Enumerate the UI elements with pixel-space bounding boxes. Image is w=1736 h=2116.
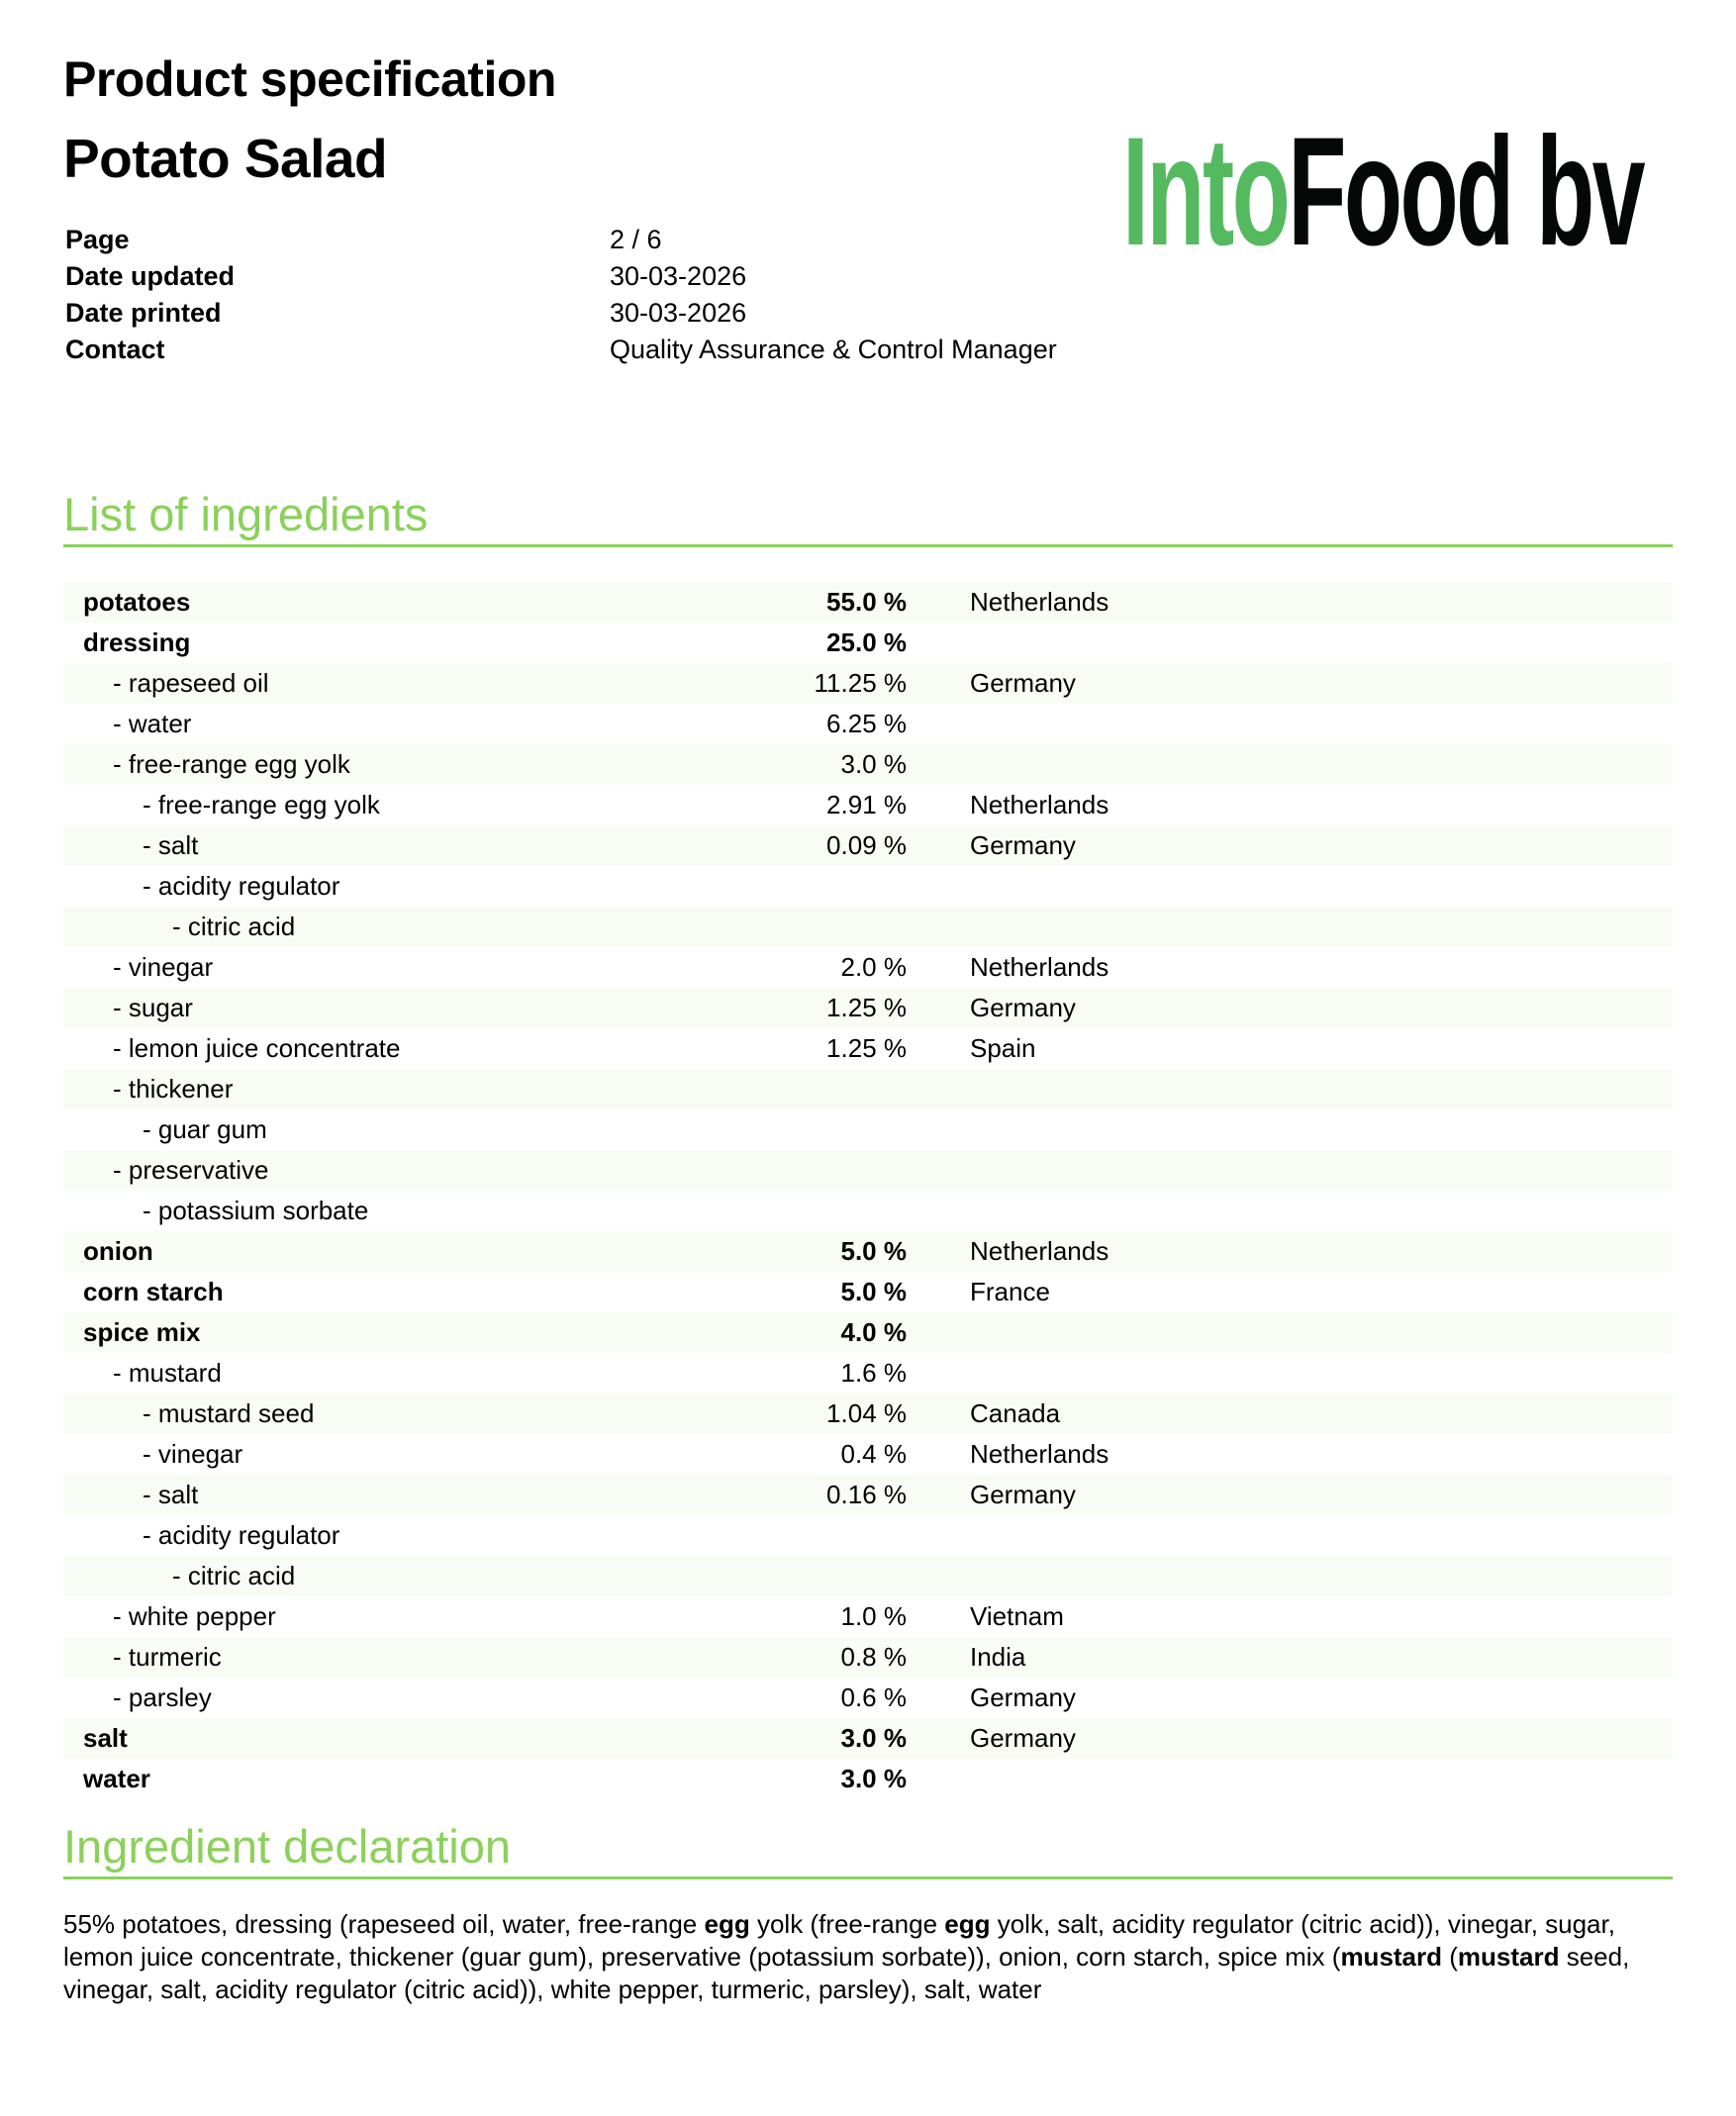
meta-table [65, 222, 1154, 368]
ingredient-name: - preservative [113, 1155, 269, 1185]
ingredient-percentage: 2.0 % [840, 952, 907, 982]
ingredient-row [63, 785, 1673, 825]
ingredient-row [63, 866, 1673, 907]
ingredient-row [63, 704, 1673, 744]
date-updated: 30-03-2026 [610, 261, 747, 291]
ingredient-name: - parsley [113, 1683, 212, 1712]
ingredient-name: dressing [83, 627, 191, 657]
ingredient-percentage: 1.04 % [826, 1398, 907, 1428]
ingredient-name: water [83, 1764, 150, 1793]
ingredient-row [63, 582, 1673, 623]
ingredient-name: spice mix [83, 1317, 201, 1347]
meta-label: Page [65, 225, 130, 254]
ingredient-origin: Germany [970, 1723, 1076, 1753]
ingredient-row [63, 623, 1673, 663]
ingredient-row [63, 1312, 1673, 1353]
ingredient-name: - guar gum [143, 1114, 267, 1144]
ingredient-row [63, 1150, 1673, 1191]
ingredient-origin: Netherlands [970, 790, 1109, 819]
meta-row-date-updated [65, 258, 1154, 295]
ingredient-row [63, 1069, 1673, 1109]
allergen-highlight: mustard [1457, 1942, 1560, 1972]
ingredient-percentage: 3.0 % [840, 749, 907, 779]
ingredient-row [63, 744, 1673, 785]
ingredient-name: salt [83, 1723, 128, 1753]
ingredient-origin: France [970, 1277, 1050, 1306]
ingredient-row [63, 1272, 1673, 1312]
ingredient-row [63, 988, 1673, 1028]
ingredient-row [63, 1637, 1673, 1678]
meta-label: Contact [65, 335, 165, 364]
ingredient-row [63, 1515, 1673, 1556]
ingredient-row [63, 663, 1673, 704]
ingredient-percentage: 1.0 % [840, 1601, 907, 1631]
ingredient-name: - acidity regulator [143, 1520, 340, 1550]
date-printed: 30-03-2026 [610, 298, 747, 328]
ingredient-row [63, 1231, 1673, 1272]
ingredient-percentage: 4.0 % [840, 1317, 907, 1347]
ingredient-name: - water [113, 709, 192, 738]
meta-row-page [65, 222, 1154, 258]
ingredient-name: - mustard [113, 1358, 222, 1388]
ingredient-name: onion [83, 1236, 153, 1266]
ingredient-row [63, 1028, 1673, 1069]
ingredient-name: - rapeseed oil [113, 668, 269, 698]
product-name: Potato Salad [63, 128, 388, 189]
ingredient-percentage: 5.0 % [840, 1236, 907, 1266]
logo-food: Food bv [1288, 106, 1644, 278]
ingredient-percentage: 1.25 % [826, 1033, 907, 1063]
ingredient-row [63, 1596, 1673, 1637]
ingredient-percentage: 6.25 % [826, 709, 907, 738]
ingredient-name: - salt [143, 830, 199, 860]
ingredient-row [63, 947, 1673, 988]
ingredient-name: - vinegar [113, 952, 214, 982]
ingredient-name: - thickener [113, 1074, 234, 1104]
ingredient-row [63, 907, 1673, 947]
ingredient-name: - free-range egg yolk [113, 749, 350, 779]
ingredient-percentage: 0.09 % [826, 830, 907, 860]
ingredient-percentage: 11.25 % [814, 668, 907, 698]
ingredient-origin: Netherlands [970, 1439, 1109, 1469]
ingredient-origin: Germany [970, 830, 1076, 860]
ingredient-percentage: 0.6 % [840, 1683, 907, 1712]
meta-row-date-printed [65, 295, 1154, 332]
ingredient-row [63, 1475, 1673, 1515]
ingredient-origin: Germany [970, 993, 1076, 1022]
ingredient-row [63, 1556, 1673, 1596]
ingredient-row [63, 1394, 1673, 1434]
contact: Quality Assurance & Control Manager [610, 335, 1057, 364]
ingredient-percentage: 25.0 % [826, 627, 907, 657]
ingredient-row [63, 1434, 1673, 1475]
company-logo [1122, 106, 1644, 278]
ingredient-name: - turmeric [113, 1642, 222, 1672]
declaration-text: ( [1442, 1942, 1458, 1972]
ingredient-name: - lemon juice concentrate [113, 1033, 401, 1063]
section-title-declaration: Ingredient declaration [63, 1820, 512, 1873]
ingredient-row [63, 1718, 1673, 1759]
ingredient-percentage: 55.0 % [826, 587, 907, 617]
document-title: Product specification [63, 51, 556, 107]
ingredient-percentage: 1.6 % [840, 1358, 907, 1388]
section-title-ingredients: List of ingredients [63, 488, 429, 540]
ingredient-origin: Germany [970, 668, 1076, 698]
ingredient-name: - salt [143, 1480, 199, 1509]
ingredient-name: - free-range egg yolk [143, 790, 380, 819]
declaration-text: 55% potatoes, dressing (rapeseed oil, water, free-range [63, 1909, 705, 1939]
meta-label: Date printed [65, 298, 222, 328]
ingredient-name: - vinegar [143, 1439, 243, 1469]
ingredient-origin: Netherlands [970, 1236, 1109, 1266]
ingredient-row [63, 1678, 1673, 1718]
ingredient-origin: Germany [970, 1480, 1076, 1509]
ingredient-name: - mustard seed [143, 1398, 315, 1428]
ingredient-percentage: 0.4 % [840, 1439, 907, 1469]
ingredient-percentage: 0.16 % [826, 1480, 907, 1509]
declaration-text: yolk (free-range [749, 1909, 945, 1939]
ingredient-origin: Netherlands [970, 952, 1109, 982]
ingredient-row [63, 1353, 1673, 1394]
declaration-text: yolk, salt, acidity regulator (citric acid)), vinegar, sugar, lemon juice concentrate, thickener (guar gum), preservative (potassium sorbate)), onion, corn starch, spice mix ( [63, 1909, 1615, 1972]
ingredient-percentage: 3.0 % [840, 1723, 907, 1753]
ingredient-row [63, 1759, 1673, 1799]
declaration-text: seed, vinegar, salt, acidity regulator (citric acid)), white pepper, turmeric, parsley), salt, water [63, 1942, 1630, 2004]
allergen-highlight: mustard [1340, 1942, 1443, 1972]
ingredient-name: - citric acid [172, 1561, 296, 1590]
allergen-highlight: egg [944, 1909, 991, 1939]
ingredient-name: corn starch [83, 1277, 224, 1306]
ingredient-name: - citric acid [172, 912, 296, 941]
ingredient-name: - potassium sorbate [143, 1196, 369, 1225]
ingredient-name: - sugar [113, 993, 193, 1022]
ingredient-origin: India [970, 1642, 1026, 1672]
ingredient-percentage: 1.25 % [826, 993, 907, 1022]
ingredient-name: - white pepper [113, 1601, 276, 1631]
ingredient-declaration-text [63, 1908, 1687, 2006]
ingredient-origin: Vietnam [970, 1601, 1064, 1631]
ingredient-origin: Spain [970, 1033, 1036, 1063]
ingredient-row [63, 1191, 1673, 1231]
ingredient-percentage: 3.0 % [840, 1764, 907, 1793]
ingredient-name: potatoes [83, 587, 191, 617]
ingredient-origin: Germany [970, 1683, 1076, 1712]
ingredient-row [63, 825, 1673, 866]
meta-label: Date updated [65, 261, 236, 291]
ingredient-row [63, 1109, 1673, 1150]
ingredient-percentage: 2.91 % [826, 790, 907, 819]
logo-into: Into [1122, 106, 1289, 278]
ingredient-name: - acidity regulator [143, 871, 340, 901]
ingredient-origin: Canada [970, 1398, 1061, 1428]
ingredient-percentage: 0.8 % [840, 1642, 907, 1672]
section-divider [63, 1876, 1673, 1879]
ingredients-table [63, 582, 1673, 1799]
meta-row-contact [65, 332, 1154, 368]
page-number: 2 / 6 [610, 225, 662, 254]
ingredient-percentage: 5.0 % [840, 1277, 907, 1306]
ingredient-origin: Netherlands [970, 587, 1109, 617]
allergen-highlight: egg [704, 1909, 750, 1939]
section-divider [63, 544, 1673, 547]
